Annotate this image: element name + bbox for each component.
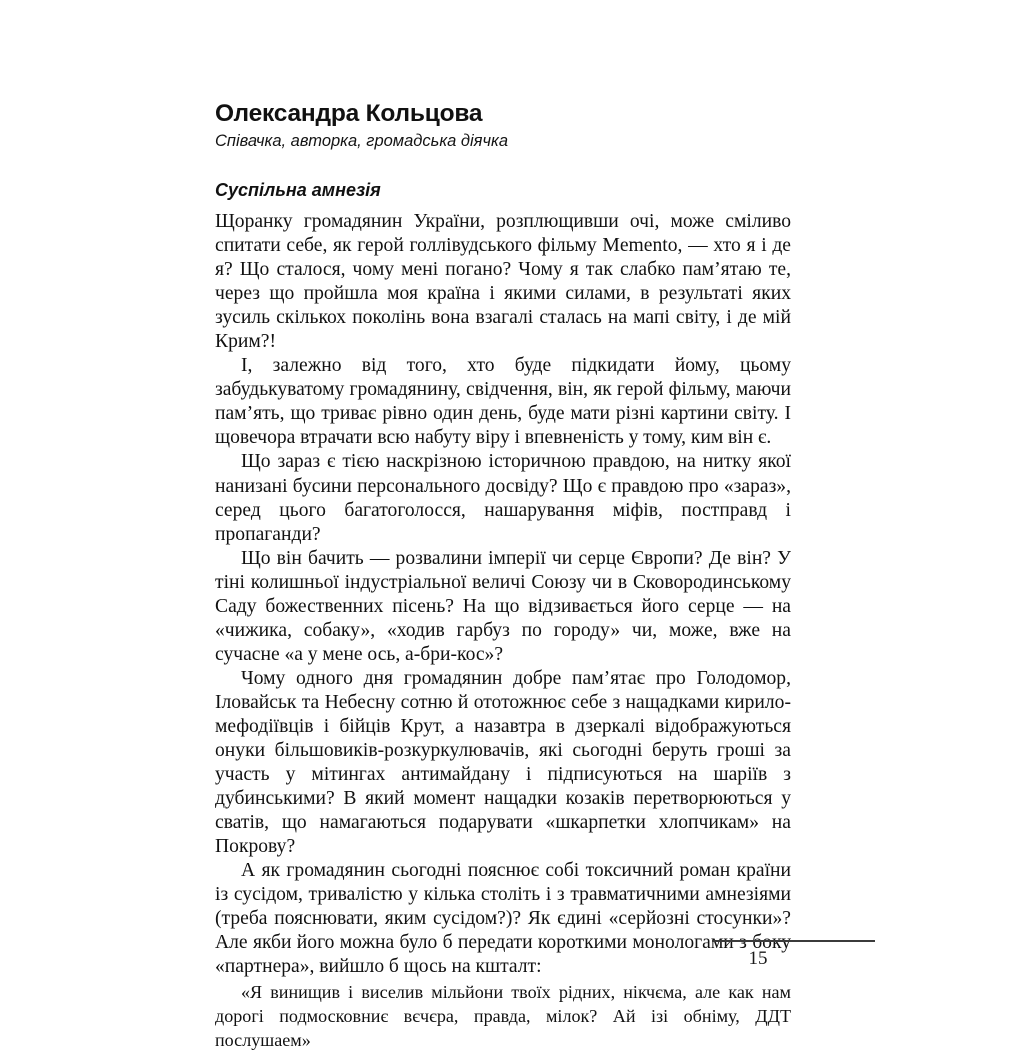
paragraph: Що зараз є тією наскрізною історичною правдою, на нитку якої нанизані бусини персонального досвіду? Що є правдою про «зараз», серед цього багатоголосся, нашарування міфів, постправд і пропаганди? [215, 451, 791, 545]
author-name: Олександра Кольцова [215, 100, 483, 127]
section-title: Суспільна амнезія [215, 180, 381, 200]
page-number: 15 [748, 948, 768, 969]
paragraph: Щоранку громадянин України, розплющивши очі, може сміливо спитати себе, як герой голлівудського фільму Memento, — хто я і де я? Що сталося, чому мені погано? Чому я так слабко пам’ятаю те, через що пройшла моя країна і якими силами, в результаті яких зусиль скількох поколінь вона взагалі сталась на мапі світу, і де мій Крим?! [215, 211, 791, 353]
paragraph: Що він бачить — розвалини імперії чи серце Європи? Де він? У тіні колишньої індустріальної величі Союзу чи в Сковородинському Саду божественних пісень? На що відзивається його серце — на «чижика, собаку», «ходив гарбуз по городу» чи, може, вже на сучасне «а у мене ось, а-бри-кос»? [215, 547, 791, 665]
paragraph-quote: «Я винищив і виселив мільйони твоїх рідних, нікчєма, але как нам дорогі подмосковниє вєчєра, правда, мілок? Ай ізі обніму, ДДТ послушаем» [215, 981, 791, 1050]
page-content [215, 100, 791, 1052]
paragraph: А як громадянин сьогодні пояснює собі токсичний роман країни із сусідом, тривалістю у кілька століть і з травматичними амнезіями (треба пояснювати, яким сусідом?)? Як єдині «серйозні стосунки»? Але якби його можна було б передати короткими монологами з боку «партнера», вийшло б щось на кшталт: [215, 860, 791, 978]
paragraph: І, залежно від того, хто буде підкидати йому, цьому забудькуватому громадянину, свідчення, він, як герой фільму, маючи пам’ять, що триває рівно один день, буде мати різні картини світу. І щовечора втрачати всю набуту віру і впевненість у тому, ким він є. [215, 355, 791, 449]
paragraph: Чому одного дня громадянин добре пам’ятає про Голодомор, Іловайськ та Небесну сотню й ототожнює себе з нащадками кирило-мефодіївців і бійців Крут, а назавтра в дзеркалі відображуються онуки більшовиків-розкуркулювачів, які сьогодні беруть гроші за участь у мітингах антимайдану і підписуються на шаріїв з дубинськими? В який момент нащадки козаків перетворюються у сватів, що намагаються подарувати «шкарпетки хлопчикам» на Покрову? [215, 667, 791, 858]
footer-rule [712, 940, 875, 942]
body-text [215, 210, 791, 1052]
author-role: Співачка, авторка, громадська діячка [215, 132, 508, 150]
author-block [215, 100, 791, 151]
page-footer [712, 940, 875, 970]
